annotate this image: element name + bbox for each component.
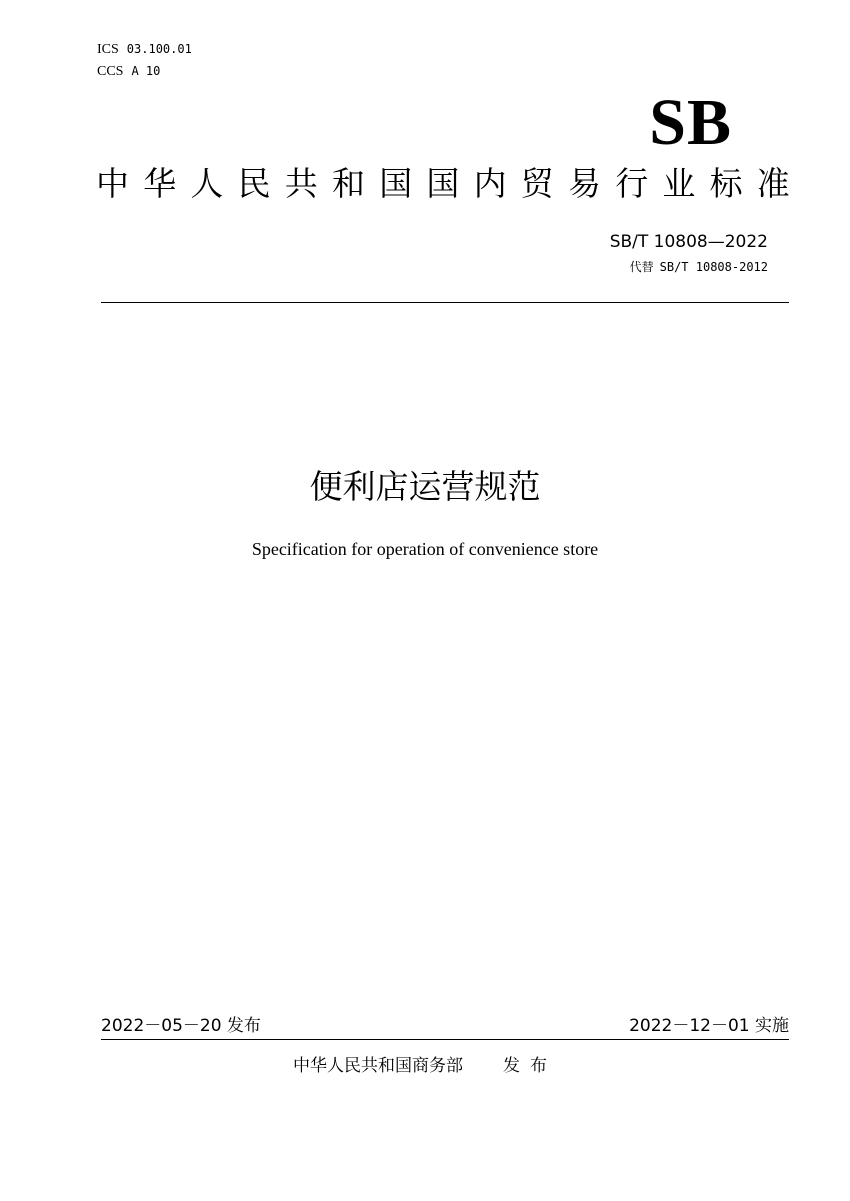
standard-category-title: 中华人民共和国国内贸易行业标准: [96, 164, 804, 203]
ccs-label: CCS: [97, 64, 124, 79]
publish-date: 2022－05－20 发布: [101, 1016, 261, 1036]
header-divider: [101, 302, 789, 303]
issuer-line: [0, 1054, 850, 1078]
ics-code: [97, 40, 192, 59]
ics-value: 03.100.01: [126, 42, 192, 56]
replaces-label: 代替: [629, 260, 654, 274]
issuer-name: 中华人民共和国商务部: [293, 1056, 463, 1076]
footer-divider: [101, 1039, 789, 1040]
document-title-chinese: 便利店运营规范: [309, 467, 541, 506]
ics-label: ICS: [97, 42, 119, 57]
sb-logo: SB: [649, 86, 732, 159]
standard-code: SB/T 10808—2022: [609, 232, 768, 252]
replaces-note: [630, 259, 768, 275]
replaces-value: SB/T 10808-2012: [659, 260, 768, 274]
implement-date: 2022－12－01 实施: [629, 1016, 789, 1036]
document-title-english: Specification for operation of convenience store: [251, 539, 599, 559]
ccs-code: [97, 62, 160, 81]
ccs-value: A 10: [131, 64, 161, 78]
issuer-action: 发布: [503, 1056, 557, 1076]
